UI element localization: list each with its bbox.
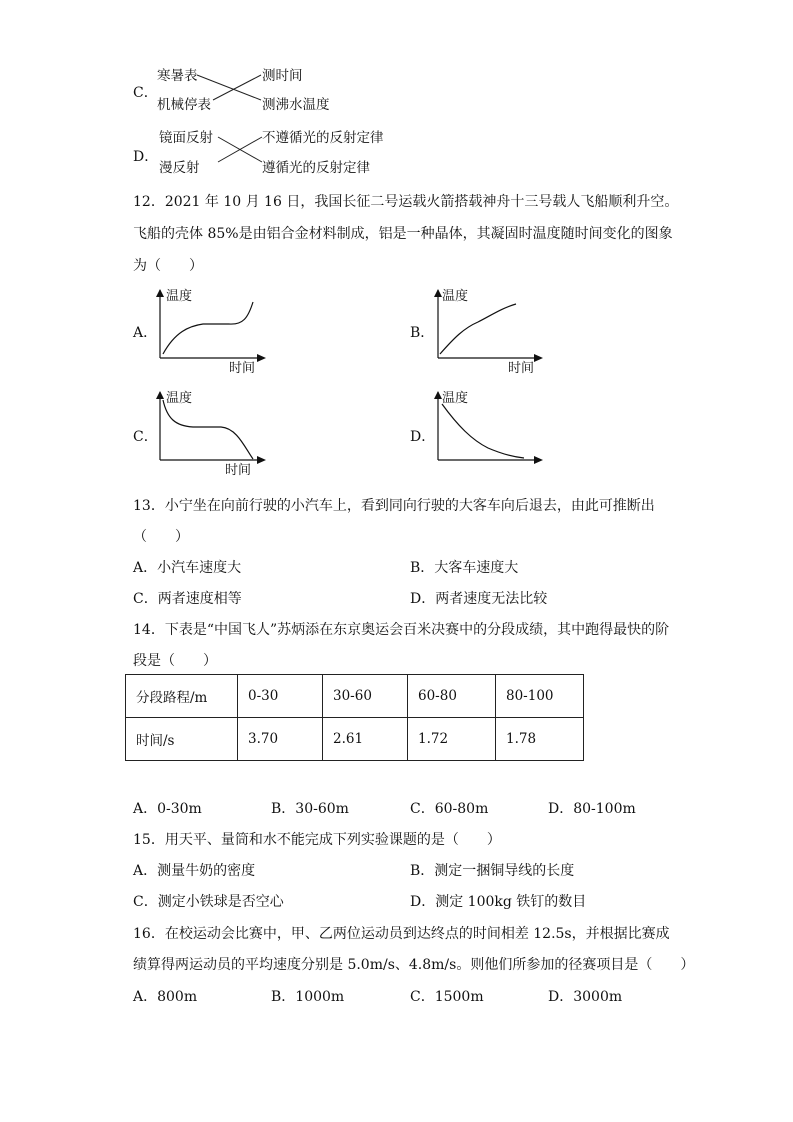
q11-d-left-item-2: 漫反射 xyxy=(159,160,200,176)
q16-option-d: D．3000m xyxy=(548,989,623,1005)
q11-d-matching-lines xyxy=(216,132,266,168)
q12-option-b-label: B． xyxy=(410,325,435,341)
q12-graph-c xyxy=(153,388,278,478)
q16-option-a: A．800m xyxy=(133,989,198,1005)
q11-d-left-item-1: 镜面反射 xyxy=(159,130,213,146)
table-cell: 3.70 xyxy=(238,718,323,761)
graph-c-y-label: 温度 xyxy=(166,391,193,406)
graph-b-y-arrow xyxy=(434,289,442,297)
q13-option-b: B．大客车速度大 xyxy=(410,560,519,576)
graph-a-y-label: 温度 xyxy=(166,289,193,304)
q14-option-d: D．80-100m xyxy=(548,801,636,817)
q11-d-right-item-1: 不遵循光的反射定律 xyxy=(262,130,384,146)
q12-option-a-label: A． xyxy=(133,325,158,341)
graph-c-y-arrow xyxy=(156,391,164,399)
q16-stem-line-1: 16．在校运动会比赛中，甲、乙两位运动员到达终点的时间相差 12.5s，并根据比赛成 xyxy=(133,926,670,942)
q13-option-c: C．两者速度相等 xyxy=(133,591,242,607)
table-row xyxy=(126,718,584,761)
q14-option-b: B．30-60m xyxy=(271,801,349,817)
q11-c-right-item-1: 测时间 xyxy=(262,68,303,84)
table-cell: 1.78 xyxy=(496,718,584,761)
q11-c-matching-lines xyxy=(195,70,265,106)
q12-graph-b xyxy=(432,286,557,376)
q15-option-d: D．测定 100kg 铁钉的数目 xyxy=(410,894,587,910)
graph-a-x-arrow xyxy=(257,354,266,362)
q11-c-left-item-1: 寒暑表 xyxy=(157,68,198,84)
table-cell: 80-100 xyxy=(496,675,584,718)
q14-option-a: A．0-30m xyxy=(133,801,202,817)
graph-d-y-arrow xyxy=(434,391,442,399)
graph-b-curve xyxy=(440,304,516,354)
q15-option-a: A．测量牛奶的密度 xyxy=(133,863,256,879)
graph-a-y-arrow xyxy=(156,289,164,297)
q15-stem: 15．用天平、量筒和水不能完成下列实验课题的是（ ） xyxy=(133,832,501,848)
graph-d-x-arrow xyxy=(534,456,543,464)
graph-b-y-label: 温度 xyxy=(442,289,469,304)
q14-split-table xyxy=(125,674,584,761)
graph-a-curve xyxy=(163,302,253,354)
graph-d-y-label: 温度 xyxy=(442,391,469,406)
q12-option-c-label: C． xyxy=(133,429,158,445)
q13-option-d: D．两者速度无法比较 xyxy=(410,591,548,607)
graph-c-x-arrow xyxy=(257,456,266,464)
q15-option-c: C．测定小铁球是否空心 xyxy=(133,894,284,910)
graph-b-x-arrow xyxy=(534,354,543,362)
table-cell: 0-30 xyxy=(238,675,323,718)
graph-b-x-label: 时间 xyxy=(508,361,535,376)
q16-stem-line-2: 绩算得两运动员的平均速度分别是 5.0m/s、4.8m/s。则他们所参加的径赛项目是（ ） xyxy=(133,957,695,973)
q14-option-c: C．60-80m xyxy=(410,801,489,817)
graph-d-curve xyxy=(442,404,524,458)
table-cell: 60-80 xyxy=(408,675,496,718)
q13-option-a: A．小汽车速度大 xyxy=(133,560,242,576)
table-cell: 时间/s xyxy=(126,718,238,761)
graph-c-curve xyxy=(163,400,253,459)
q11-option-c-label: C． xyxy=(133,85,158,101)
graph-a-x-label: 时间 xyxy=(229,361,256,376)
q16-option-c: C．1500m xyxy=(410,989,484,1005)
q12-graph-a xyxy=(153,286,278,376)
table-cell: 分段路程/m xyxy=(126,675,238,718)
q11-c-left-item-2: 机械停表 xyxy=(157,97,211,113)
q14-stem-line-2: 段是（ ） xyxy=(133,653,217,669)
q12-stem-line-1: 12．2021 年 10 月 16 日，我国长征二号运载火箭搭载神舟十三号载人飞船顺利升空。 xyxy=(133,194,679,210)
q12-stem-line-3: 为（ ） xyxy=(133,258,203,274)
q11-c-right-item-2: 测沸水温度 xyxy=(262,97,330,113)
q11-option-d-label: D． xyxy=(133,149,159,165)
q12-option-d-label: D． xyxy=(410,429,436,445)
q14-stem-line-1: 14．下表是“中国飞人”苏炳添在东京奥运会百米决赛中的分段成绩，其中跑得最快的阶 xyxy=(133,622,670,638)
table-row xyxy=(126,675,584,718)
table-cell: 1.72 xyxy=(408,718,496,761)
q13-stem-line-2: （ ） xyxy=(133,529,189,545)
q16-option-b: B．1000m xyxy=(271,989,345,1005)
q15-option-b: B．测定一捆铜导线的长度 xyxy=(410,863,575,879)
table-cell: 30-60 xyxy=(323,675,408,718)
q12-stem-line-2: 飞船的壳体 85%是由铝合金材料制成，铝是一种晶体，其凝固时温度随时间变化的图象 xyxy=(133,226,673,242)
q13-stem-line-1: 13．小宁坐在向前行驶的小汽车上，看到同向行驶的大客车向后退去，由此可推断出 xyxy=(133,498,655,514)
q11-d-right-item-2: 遵循光的反射定律 xyxy=(262,160,370,176)
table-cell: 2.61 xyxy=(323,718,408,761)
q12-graph-d xyxy=(432,388,557,478)
graph-c-x-label: 时间 xyxy=(225,463,252,478)
